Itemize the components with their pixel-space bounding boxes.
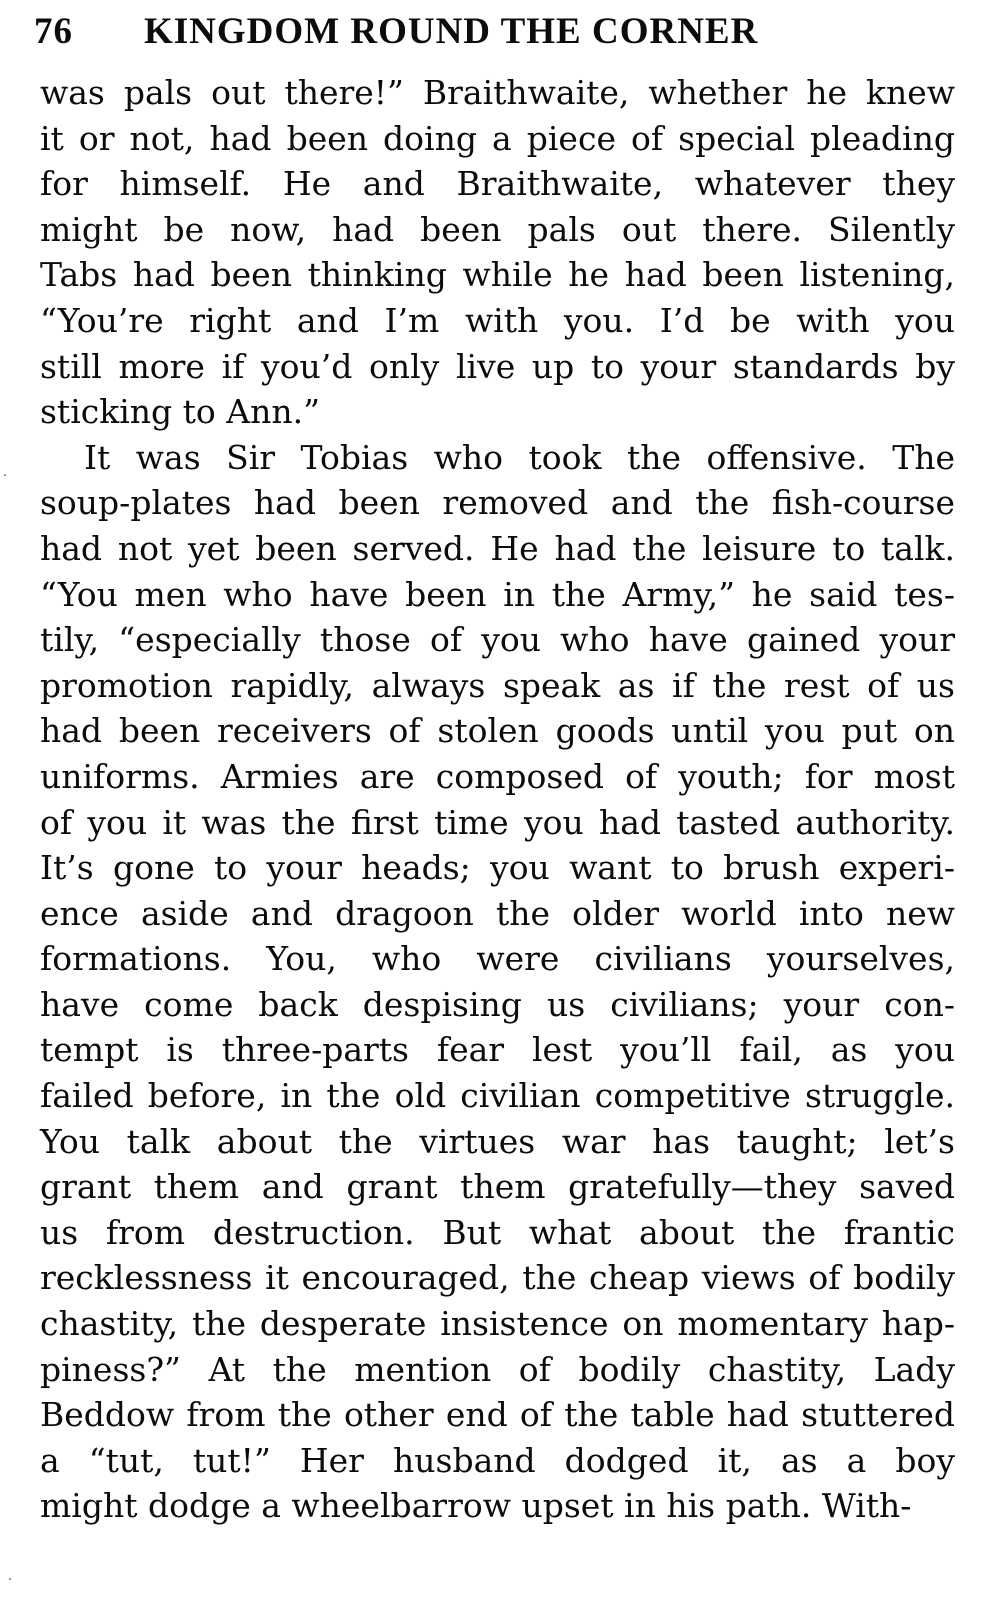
text-line: uniforms. Armies are composed of youth; for most — [40, 756, 955, 796]
text-line: It’s gone to your heads; you want to brush experi- — [40, 848, 955, 888]
text-line: had been receivers of stolen goods until you put on — [40, 711, 955, 751]
running-head — [34, 8, 974, 56]
paragraph — [40, 435, 955, 1529]
body-text — [40, 70, 955, 1529]
text-line: “You men who have been in the Army,” he said tes- — [40, 574, 955, 614]
text-line: might be now, had been pals out there. Silently — [40, 209, 955, 249]
text-line: was pals out there!” Braithwaite, whether he knew — [40, 73, 955, 112]
text-line: “You’re right and I’m with you. I’d be with you — [40, 300, 955, 340]
text-line: a “tut, tut!” Her husband dodged it, as a boy — [40, 1440, 955, 1480]
text-line: formations. You, who were civilians yourselves, — [40, 939, 955, 979]
text-line: ence aside and dragoon the older world into new — [40, 893, 955, 933]
paper-speck — [9, 1578, 11, 1580]
paper-speck — [4, 474, 6, 476]
paragraph — [40, 70, 955, 435]
text-line: had not yet been served. He had the leisure to talk. — [40, 528, 955, 568]
text-line: might dodge a wheelbarrow upset in his path. With- — [40, 1486, 912, 1526]
text-line: have come back despising us civilians; your con- — [40, 984, 955, 1024]
text-line: promotion rapidly, always speak as if the rest of us — [40, 665, 955, 705]
running-title: KINGDOM ROUND THE CORNER — [144, 11, 759, 52]
text-line: sticking to Ann.” — [40, 392, 320, 432]
text-line: failed before, in the old civilian competitive struggle. — [40, 1076, 955, 1116]
text-line: piness?” At the mention of bodily chastity, Lady — [40, 1349, 955, 1389]
text-line: Beddow from the other end of the table had stuttered — [40, 1395, 955, 1435]
text-line: still more if you’d only live up to your standards by — [40, 346, 955, 386]
text-line: of you it was the first time you had tasted authority. — [40, 802, 955, 842]
text-line: You talk about the virtues war has taught; let’s — [40, 1121, 955, 1161]
text-line: Tabs had been thinking while he had been listening, — [40, 255, 955, 295]
text-line: for himself. He and Braithwaite, whatever they — [40, 164, 955, 204]
text-line: us from destruction. But what about the frantic — [40, 1212, 955, 1252]
text-line: soup-plates had been removed and the fish-course — [40, 483, 955, 523]
text-line: tempt is three-parts fear lest you’ll fail, as you — [40, 1030, 955, 1070]
text-line: It was Sir Tobias who took the offensive. The — [84, 437, 955, 477]
page-number: 76 — [34, 11, 73, 52]
text-line: tily, “especially those of you who have gained your — [40, 620, 955, 660]
text-line: it or not, had been doing a piece of special pleading — [40, 118, 955, 158]
text-line: grant them and grant them gratefully—they saved — [40, 1167, 955, 1207]
text-line: chastity, the desperate insistence on momentary hap- — [40, 1304, 955, 1344]
text-line: recklessness it encouraged, the cheap views of bodily — [40, 1258, 955, 1298]
